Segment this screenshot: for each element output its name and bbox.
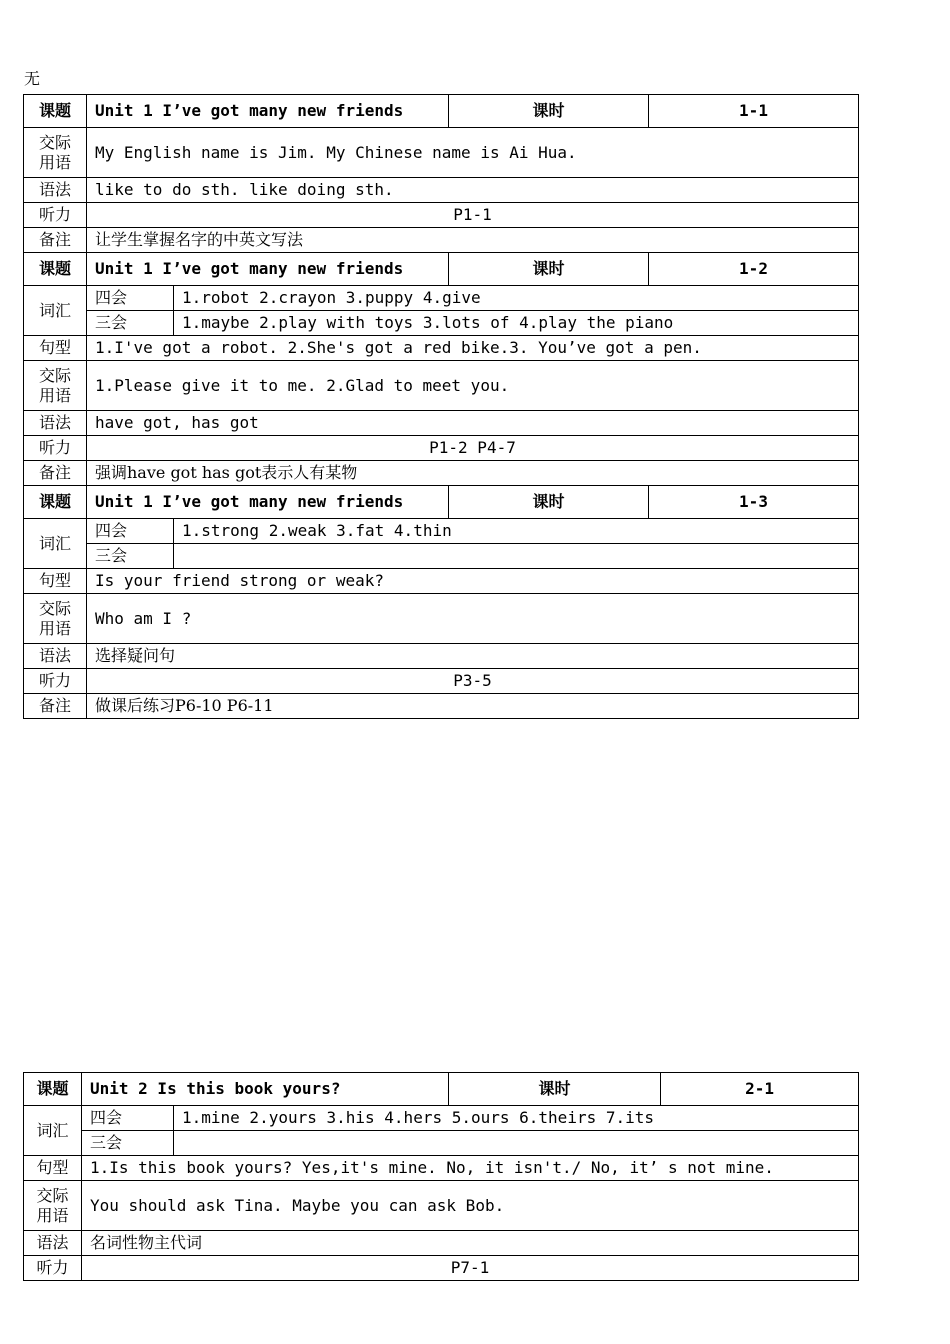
period-label: 课时 (449, 486, 649, 519)
lesson-2-1-sentence-row (24, 1156, 859, 1181)
period-label: 课时 (449, 253, 649, 286)
listening-value: P7-1 (82, 1256, 859, 1281)
vocabulary-label: 词汇 (24, 1106, 82, 1156)
listening-label: 听力 (24, 203, 87, 228)
remarks-label: 备注 (24, 694, 87, 719)
period-value: 1-2 (649, 253, 859, 286)
four-skill-label: 四会 (87, 286, 174, 311)
sentence-value: Is your friend strong or weak? (87, 569, 859, 594)
lesson-title: Unit 1 I’ve got many new friends (87, 486, 449, 519)
lesson-2-1-listening-row (24, 1256, 859, 1281)
four-skill-label: 四会 (87, 519, 174, 544)
lesson-1-1-header-row (24, 95, 859, 128)
sentence-value: 1.Is this book yours? Yes,it's mine. No, it isn't./ No, it’ s not mine. (82, 1156, 859, 1181)
vocabulary-label: 词汇 (24, 519, 87, 569)
lesson-1-3-remarks-row (24, 694, 859, 719)
lesson-1-2-vocab-four-row (24, 286, 859, 311)
grammar-label: 语法 (24, 178, 87, 203)
sentence-label: 句型 (24, 569, 87, 594)
communication-label: 交际 用语 (24, 594, 87, 644)
lesson-1-3-vocab-four-row (24, 519, 859, 544)
three-skill-label: 三会 (82, 1131, 174, 1156)
remarks-value: 做课后练习P6-10 P6-11 (87, 694, 859, 719)
lesson-1-1-listening-row (24, 203, 859, 228)
lesson-1-3-communication-row (24, 594, 859, 644)
listening-label: 听力 (24, 1256, 82, 1281)
topic-label: 课题 (24, 486, 87, 519)
communication-value: Who am I ? (87, 594, 859, 644)
vocab-three-value (174, 544, 859, 569)
grammar-value: 名词性物主代词 (82, 1231, 859, 1256)
grammar-label: 语法 (24, 644, 87, 669)
remarks-label: 备注 (24, 461, 87, 486)
vocab-four-value: 1.robot 2.crayon 3.puppy 4.give (174, 286, 859, 311)
lesson-1-2-grammar-row (24, 411, 859, 436)
topic-label: 课题 (24, 95, 87, 128)
three-skill-label: 三会 (87, 311, 174, 336)
lesson-1-3-vocab-three-row (24, 544, 859, 569)
lesson-2-1-vocab-three-row (24, 1131, 859, 1156)
lesson-table-unit2 (23, 1072, 859, 1281)
listening-value: P1-2 P4-7 (87, 436, 859, 461)
communication-label: 交际 用语 (24, 1181, 82, 1231)
lesson-2-1-header-row (24, 1073, 859, 1106)
header-note: 无 (24, 69, 41, 88)
lesson-title: Unit 1 I’ve got many new friends (87, 95, 449, 128)
grammar-value: like to do sth. like doing sth. (87, 178, 859, 203)
period-value: 1-3 (649, 486, 859, 519)
vocabulary-label: 词汇 (24, 286, 87, 336)
sentence-label: 句型 (24, 336, 87, 361)
lesson-title: Unit 1 I’ve got many new friends (87, 253, 449, 286)
lesson-1-2-communication-row (24, 361, 859, 411)
lesson-1-1-remarks-row (24, 228, 859, 253)
vocab-four-value: 1.mine 2.yours 3.his 4.hers 5.ours 6.theirs 7.its (174, 1106, 859, 1131)
lesson-title: Unit 2 Is this book yours? (82, 1073, 449, 1106)
lesson-1-2-header-row (24, 253, 859, 286)
listening-value: P3-5 (87, 669, 859, 694)
lesson-1-3-listening-row (24, 669, 859, 694)
lesson-1-3-grammar-row (24, 644, 859, 669)
lesson-1-2-listening-row (24, 436, 859, 461)
vocab-three-value: 1.maybe 2.play with toys 3.lots of 4.play the piano (174, 311, 859, 336)
lesson-1-1-grammar-row (24, 178, 859, 203)
topic-label: 课题 (24, 1073, 82, 1106)
communication-label: 交际 用语 (24, 128, 87, 178)
listening-label: 听力 (24, 669, 87, 694)
lesson-1-2-vocab-three-row (24, 311, 859, 336)
communication-value: 1.Please give it to me. 2.Glad to meet you. (87, 361, 859, 411)
sentence-label: 句型 (24, 1156, 82, 1181)
remarks-value: 让学生掌握名字的中英文写法 (87, 228, 859, 253)
grammar-label: 语法 (24, 411, 87, 436)
lesson-2-1-communication-row (24, 1181, 859, 1231)
communication-value: My English name is Jim. My Chinese name is Ai Hua. (87, 128, 859, 178)
grammar-value: 选择疑问句 (87, 644, 859, 669)
vocab-four-value: 1.strong 2.weak 3.fat 4.thin (174, 519, 859, 544)
three-skill-label: 三会 (87, 544, 174, 569)
lesson-1-3-sentence-row (24, 569, 859, 594)
remarks-value: 强调have got has got表示人有某物 (87, 461, 859, 486)
listening-label: 听力 (24, 436, 87, 461)
lesson-2-1-vocab-four-row (24, 1106, 859, 1131)
grammar-label: 语法 (24, 1231, 82, 1256)
lesson-1-2-sentence-row (24, 336, 859, 361)
period-value: 1-1 (649, 95, 859, 128)
lesson-1-1-communication-row (24, 128, 859, 178)
grammar-value: have got, has got (87, 411, 859, 436)
four-skill-label: 四会 (82, 1106, 174, 1131)
sentence-value: 1.I've got a robot. 2.She's got a red bike.3. You’ve got a pen. (87, 336, 859, 361)
communication-label: 交际 用语 (24, 361, 87, 411)
period-value: 2-1 (661, 1073, 859, 1106)
remarks-label: 备注 (24, 228, 87, 253)
topic-label: 课题 (24, 253, 87, 286)
lesson-table-unit1 (23, 94, 859, 719)
listening-value: P1-1 (87, 203, 859, 228)
period-label: 课时 (449, 1073, 661, 1106)
period-label: 课时 (449, 95, 649, 128)
communication-value: You should ask Tina. Maybe you can ask Bob. (82, 1181, 859, 1231)
vocab-three-value (174, 1131, 859, 1156)
lesson-1-2-remarks-row (24, 461, 859, 486)
lesson-2-1-grammar-row (24, 1231, 859, 1256)
lesson-1-3-header-row (24, 486, 859, 519)
